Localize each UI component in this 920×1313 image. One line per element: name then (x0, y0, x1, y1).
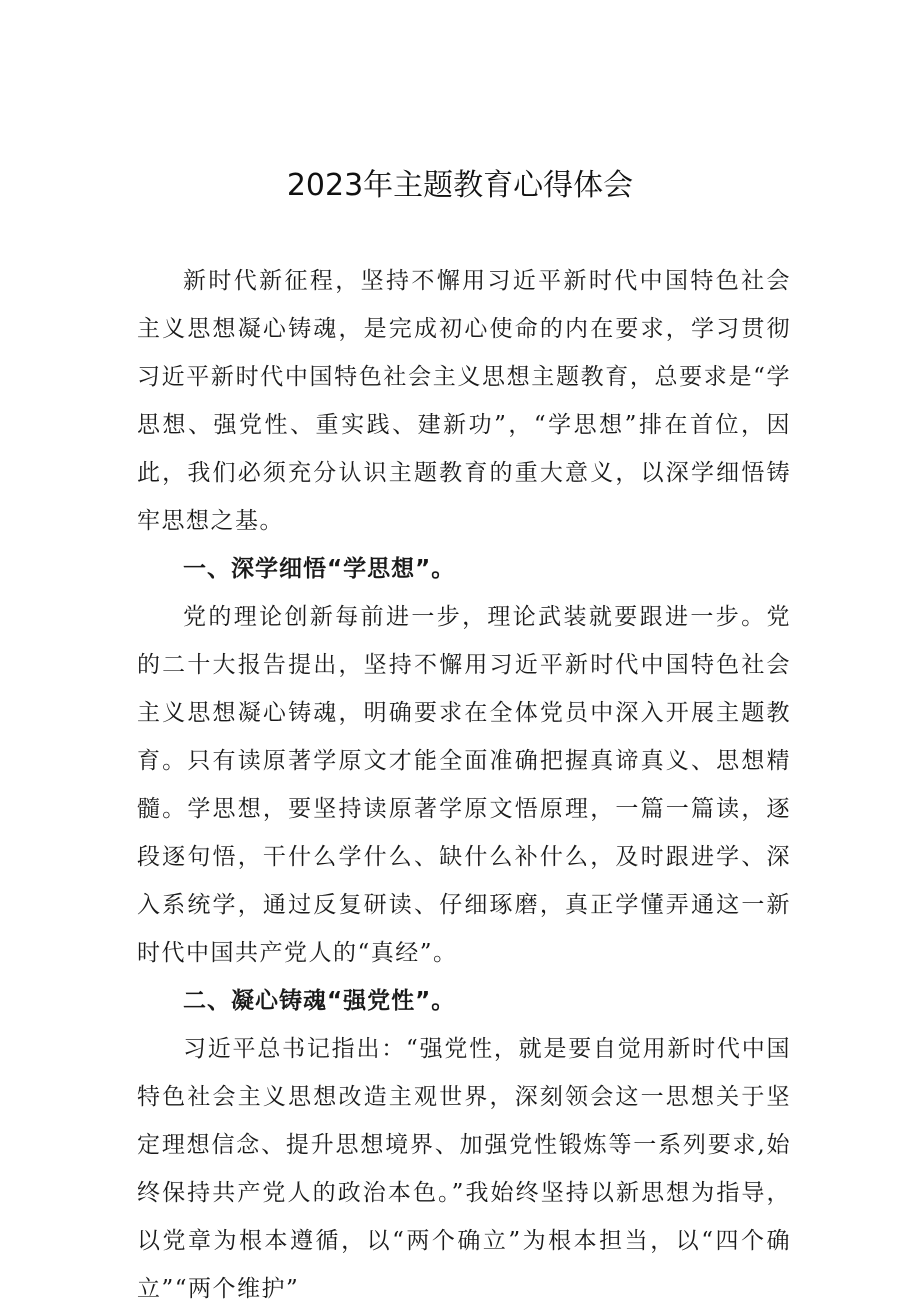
section-heading-1: 一、深学细悟“学思想”。 (183, 556, 456, 582)
paragraph-party-spirit: 习近平总书记指出：“强党性，就是要自觉用新时代中国特色社会主义思想改造主观世界，深刻领会这一思想关于坚定理想信念、提升思想境界、加强党性锻炼等一系列要求,始终保持共产党人的政治本色。”我始终坚持以新思想为指导，以党章为根本遵循，以“两个确立”为根本担当，以“四个确立”“两个维护” (137, 1036, 791, 1302)
document-title: 2023年主题教育心得体会 (286, 168, 634, 203)
paragraph-study-thought: 党的理论创新每前进一步，理论武装就要跟进一步。党的二十大报告提出，坚持不懈用习近平新时代中国特色社会主义思想凝心铸魂，明确要求在全体党员中深入开展主题教育。只有读原著学原文才能全面准确把握真谛真义、思想精髓。学思想，要坚持读原著学原文悟原理，一篇一篇读，逐段逐句悟，干什么学什么、缺什么补什么，及时跟进学、深入系统学，通过反复研读、仔细琢磨，真正学懂弄通这一新时代中国共产党人的“真经”。 (137, 604, 791, 966)
section-heading-2: 二、凝心铸魂“强党性”。 (183, 988, 456, 1014)
paragraph-intro: 新时代新征程，坚持不懈用习近平新时代中国特色社会主义思想凝心铸魂，是完成初心使命的内在要求，学习贯彻习近平新时代中国特色社会主义思想主题教育，总要求是“学思想、强党性、重实践、建新功”，“学思想”排在首位，因此，我们必须充分认识主题教育的重大意义，以深学细悟铸牢思想之基。 (137, 268, 791, 534)
document-body (137, 257, 791, 1313)
